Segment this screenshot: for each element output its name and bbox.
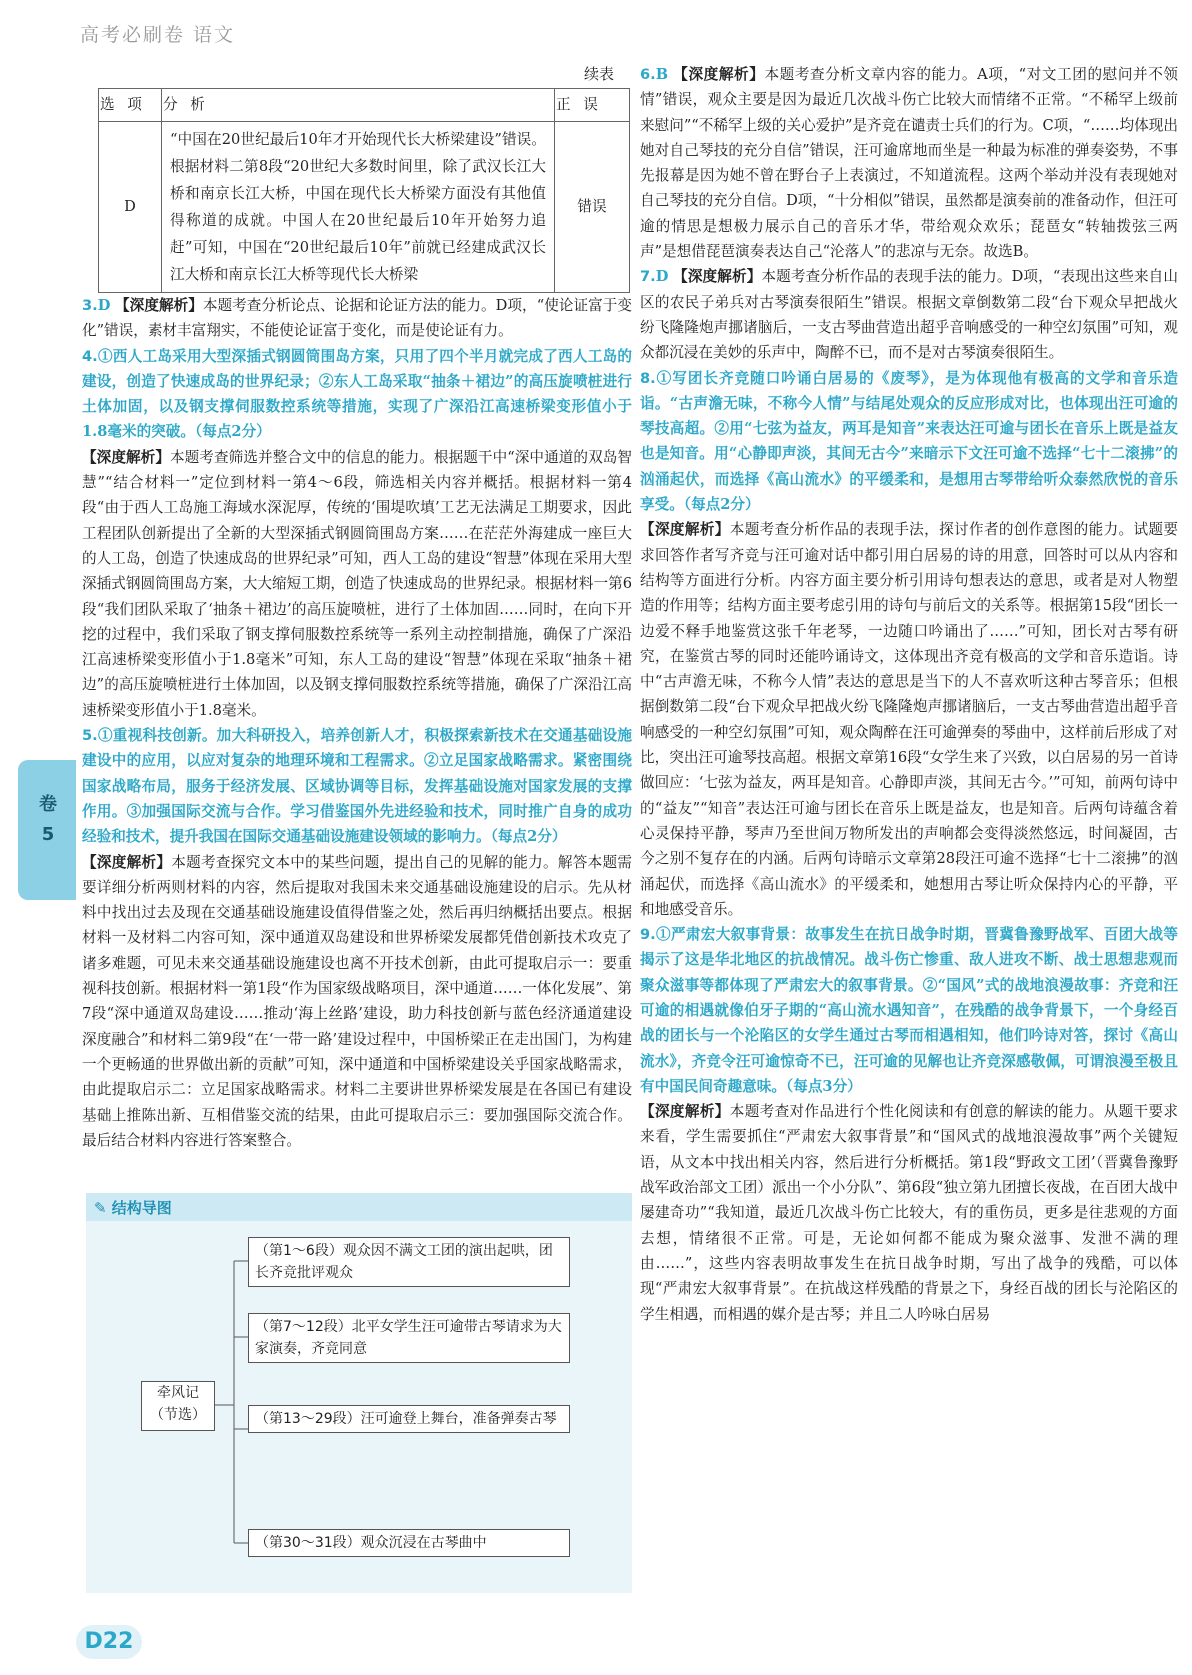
page-number: D22 xyxy=(76,1625,142,1659)
analysis-tag: 【深度解析】 xyxy=(82,448,170,466)
table-cell-verdict: 错误 xyxy=(555,122,630,293)
diagram-body xyxy=(86,1221,632,1593)
diagram-node: （第13～29段）汪可逾登上舞台，准备弹奏古琴 xyxy=(248,1405,570,1433)
answer-letter: B xyxy=(655,66,669,83)
analysis-table xyxy=(98,88,630,293)
question-5-analysis xyxy=(82,850,632,1154)
analysis-tag: 【深度解析】 xyxy=(673,66,765,83)
question-number: 7. xyxy=(640,268,656,286)
answer-letter: D xyxy=(97,297,111,314)
question-6 xyxy=(640,62,1178,264)
analysis-tag: 【深度解析】 xyxy=(115,297,203,314)
reference-answer: ①写团长齐竞随口吟诵白居易的《废琴》，是为体现他有极高的文学和音乐造诣。“古声澹无味，不称今人情”与结尾处观众的反应形成对比，也体现出汪可逾的琴技高超。②用“七弦为益友，两耳是知音”来表达汪可逾与团长在音乐上既是益友也是知音。用“心静即声淡，其间无古今”来暗示下文汪可逾不选择“七十二滚拂”的汹涌起伏，而选择《高山流水》的平缓柔和，是想用古琴带给听众泰然欣悦的音乐享受。（每点2分） xyxy=(640,369,1178,514)
volume-side-tab xyxy=(18,760,76,900)
diagram-node: （第7～12段）北平女学生汪可逾带古琴请求为大家演奏，齐竞同意 xyxy=(248,1313,570,1363)
diagram-root-line: （节选） xyxy=(150,1407,206,1423)
question-7 xyxy=(640,264,1178,365)
question-8 xyxy=(640,366,1178,518)
right-column xyxy=(640,62,1178,1327)
question-number: 9. xyxy=(640,926,656,944)
question-9 xyxy=(640,922,1178,1099)
diagram-node: （第30～31段）观众沉浸在古琴曲中 xyxy=(248,1529,570,1557)
reference-answer: ①重视科技创新。加大科研投入，培养创新人才，积极探索新技术在交通基础设施建设中的应用，以应对复杂的地理环境和工程需求。②立足国家战略需求。紧密围绕国家战略布局，服务于经济发展、区域协调等目标，发挥基础设施对国家发展的支撑作用。③加强国际交流与合作。学习借鉴国外先进经验和技术，同时推广自身的成功经验和技术，提升我国在国际交通基础设施建设领域的影响力。（每点2分） xyxy=(82,727,632,846)
analysis-tag: 【深度解析】 xyxy=(640,521,730,539)
answer-letter: D xyxy=(655,268,669,286)
analysis-text: 本题考查探究文本中的某些问题，提出自己的见解的能力。解答本题需要详细分析两则材料的内容，然后提取对我国未来交通基础设施建设的启示。先从材料中找出过去及现在交通基础设施建设值得借鉴之处，然后再归纳概括出要点。根据材料一及材料二内容可知，深中通道双岛建设和世界桥梁发展都凭借创新技术攻克了诸多难题，可见未来交通基础设施建设也离不开技术创新，由此可提取启示一：要重视科技创新。根据材料一第1段“作为国家级战略项目，深中通道……一体化发展”、第7段“深中通道双岛建设……推动‘海上丝路’建设，助力科技创新与蓝色经济通道建设深度融合”和材料二第9段“在‘一带一路’建设过程中，中国桥梁正在走出国门，为构建一个更畅通的世界做出新的贡献”可知，深中通道和中国桥梁建设关乎国家战略需求，由此提取启示二：立足国家战略需求。材料二主要讲世界桥梁发展是在各国已有建设基础上推陈出新、互相借鉴交流的结果，由此可提取启示三：要加强国际交流合作。最后结合材料内容进行答案整合。 xyxy=(82,853,632,1149)
question-number: 4. xyxy=(82,347,98,365)
analysis-text: 本题考查分析论点、论据和论证方法的能力。D项，“使论证富于变化”错误，素材丰富翔实，不能使论证富于变化，而是使论证有力。 xyxy=(82,297,632,340)
question-number: 8. xyxy=(640,369,656,387)
question-4-analysis xyxy=(82,445,632,723)
analysis-tag: 【深度解析】 xyxy=(82,853,172,871)
diagram-title: ✎ 结构导图 xyxy=(94,1199,172,1217)
diagram-node: （第1～6段）观众因不满文工团的演出起哄，团长齐竞批评观众 xyxy=(248,1237,570,1287)
analysis-text: 本题考查分析作品的表现手法的能力。D项，“表现出这些来自山区的农民子弟兵对古琴演奏很陌生”错误。根据文章倒数第二段“台下观众早把战火纷飞隆隆炮声挪诸脑后，一支古琴曲营造出超乎音响感受的一种空幻氛围”可知，观众都沉浸在美妙的乐声中，陶醉不已，而不是对古琴演奏很陌生。 xyxy=(640,268,1178,362)
question-4 xyxy=(82,344,632,445)
analysis-text: 本题考查分析文章内容的能力。A项，“对文工团的慰问并不领情”错误，观众主要是因为最近几次战斗伤亡比较大而情绪不正常。“不稀罕上级前来慰问”“不稀罕上级的关心爱护”是齐竞在谴责士兵们的行为。C项，“……均体现出她对自己琴技的充分自信”错误，汪可逾席地而坐是一种最为标准的弹奏姿势，不事先报幕是因为她不曾在野台子上表演过，不知道流程。这两个举动并没有表现她对自己琴技的充分自信。D项，“十分相似”错误，虽然都是演奏前的准备动作，但汪可逾的情思是想极力展示自己的音乐才华，带给观众欢乐；琵琶女“转轴拨弦三两声”是想借琵琶演奏表达自己“沦落人”的悲凉与无奈。故选B。 xyxy=(640,66,1178,261)
analysis-text: 本题考查筛选并整合文中的信息的能力。根据题干中“深中通道的双岛智慧”“结合材料一”定位到材料一第4～6段，筛选相关内容并概括。根据材料一第4段“由于西人工岛施工海域水深泥厚，传统的‘围堤吹填’工艺无法满足工期要求，因此工程团队创新提出了全新的大型深插式钢圆筒围岛方案……在茫茫外海建成一座巨大的人工岛，创造了快速成岛的世界纪录”可知，西人工岛的建设“智慧”体现在采用大型深插式钢圆筒围岛方案，大大缩短工期，创造了快速成岛的世界纪录。根据材料一第6段“我们团队采取了‘抽条＋裙边’的高压旋喷桩，进行了土体加固……同时，在向下开挖的过程中，我们采取了钢支撑伺服数控系统等一系列主动控制措施，确保了广深沿江高速桥梁变形值小于1.8毫米”可知，东人工岛的建设“智慧”体现在采取“抽条＋裙边”的高压旋喷桩进行土体加固，以及钢支撑伺服数控系统等措施，确保了广深沿江高速桥梁变形值小于1.8毫米。 xyxy=(82,448,632,719)
analysis-text: 本题考查对作品进行个性化阅读和有创意的解读的能力。从题干要求来看，学生需要抓住“严肃宏大叙事背景”和“国风式的战地浪漫故事”两个关键短语，从文本中找出相关内容，然后进行分析概括。第1段“野政文工团’（晋冀鲁豫野战军政治部文工团）派出一个小分队”、第6段“独立第九团擅长夜战，在百团大战中屡建奇功”“我知道，最近几次战斗伤亡比较大，有的重伤员，更多是往悲观的方面去想，情绪很不正常。可是，无论如何都不能成为聚众滋事、发泄不满的理由……”，这些内容表明故事发生在抗日战争时期，写出了战争的残酷，可以体现“严肃宏大叙事背景”。在抗战这样残酷的背景之下，身经百战的团长与沦陷区的学生相遇，而相遇的媒介是古琴；并且二人吟咏白居易 xyxy=(640,1103,1178,1323)
table-header: 选 项 xyxy=(99,89,162,122)
analysis-tag: 【深度解析】 xyxy=(640,1103,730,1121)
question-8-analysis xyxy=(640,517,1178,922)
analysis-text: 本题考查分析作品的表现手法，探讨作者的创作意图的能力。试题要求回答作者写齐竞与汪可逾对话中都引用白居易的诗的用意，回答时可以从内容和结构等方面进行分析。内容方面主要分析引用诗句想表达的意思，或者是对人物塑造的作用等；结构方面主要考虑引用的诗句与前后文的关系等。根据第15段“团长一边爱不释手地鉴赏这张千年老琴，一边随口吟诵出了……”可知，团长对古琴有研究，在鉴赏古琴的同时还能吟诵诗文，这体现出齐竞有极高的文学和音乐造诣。诗中“古声澹无味，不称今人情”表达的意思是当下的人不喜欢听这种古琴音乐；但根据倒数第二段“台下观众早把战火纷飞隆隆炮声挪诸脑后，一支古琴曲营造出超乎音响感受的一种空幻氛围”可知，观众陶醉在汪可逾弹奏的琴曲中，这样前后形成了对比，突出汪可逾琴技高超。根据文章第16段“女学生来了兴致，以白居易的另一首诗做回应：‘七弦为益友，两耳是知音。心静即声淡，其间无古今。’”可知，前两句诗中的“益友”“知音”表达汪可逾与团长在音乐上既是益友，也是知音。后两句诗蕴含着心灵保持平静，琴声乃至世间万物所发出的声响都会变得淡然悠远，时间凝固，古今之别不复存在的内涵。后两句诗暗示文章第28段汪可逾不选择“七十二滚拂”的汹涌起伏，而选择《高山流水》的平缓柔和，她想用古琴让听众保持内心的平静，平和地感受音乐。 xyxy=(640,521,1178,918)
question-number: 5. xyxy=(82,727,98,745)
table-header: 分 析 xyxy=(162,89,555,122)
diagram-root xyxy=(141,1381,215,1431)
table-header: 正 误 xyxy=(555,89,630,122)
reference-answer: ①严肃宏大叙事背景：故事发生在抗日战争时期，晋冀鲁豫野战军、百团大战等揭示了这是华北地区的抗战情况。战斗伤亡惨重、敌人进攻不断、战士思想悲观而聚众滋事等都体现了严肃宏大的叙事背景。②“国风”式的战地浪漫故事：齐竞和汪可逾的相遇就像伯牙子期的“高山流水遇知音”，在残酷的战争背景下，一个身经百战的团长与一个沦陷区的女学生通过古琴而相遇相知，他们吟诗对答，探讨《高山流水》，齐竞令汪可逾惊奇不已，汪可逾的见解也让齐竞深感敬佩，可谓浪漫至极且有中国民间奇趣意味。（每点3分） xyxy=(640,926,1178,1095)
reference-answer: ①西人工岛采用大型深插式钢圆筒围岛方案，只用了四个半月就完成了西人工岛的建设，创造了快速成岛的世界纪录；②东人工岛采取“抽条＋裙边”的高压旋喷桩进行土体加固，以及钢支撑伺服数控系统等措施，实现了广深沿江高速桥梁变形值小于1.8毫米的突破。（每点2分） xyxy=(82,347,632,441)
running-header: 高考必刷卷 语文 xyxy=(80,24,236,46)
left-column xyxy=(82,62,632,1153)
table-caption: 续表 xyxy=(583,65,614,83)
structure-diagram xyxy=(86,1193,632,1593)
question-3 xyxy=(82,293,632,344)
table-row xyxy=(99,122,630,293)
question-5 xyxy=(82,723,632,849)
question-number: 6. xyxy=(640,66,656,83)
table-cell-analysis: “中国在20世纪最后10年才开始现代长大桥梁建设”错误。根据材料二第8段“20世纪大多数时间里，除了武汉长江大桥和南京长江大桥，中国在现代长大桥梁方面没有其他值得称道的成就。中国人在20世纪最后10年开始努力追赶”可知，中国在“20世纪最后10年”前就已经建成武汉长江大桥和南京长江大桥等现代长大桥梁 xyxy=(162,122,555,293)
analysis-tag: 【深度解析】 xyxy=(673,268,762,286)
volume-tab-label: 卷 5 xyxy=(39,794,57,845)
question-9-analysis xyxy=(640,1099,1178,1327)
question-number: 3. xyxy=(82,297,98,314)
diagram-root-line: 牵风记 xyxy=(157,1385,199,1401)
table-header-row xyxy=(99,89,630,122)
diagram-header xyxy=(86,1193,632,1221)
table-cell-option: D xyxy=(99,122,162,293)
